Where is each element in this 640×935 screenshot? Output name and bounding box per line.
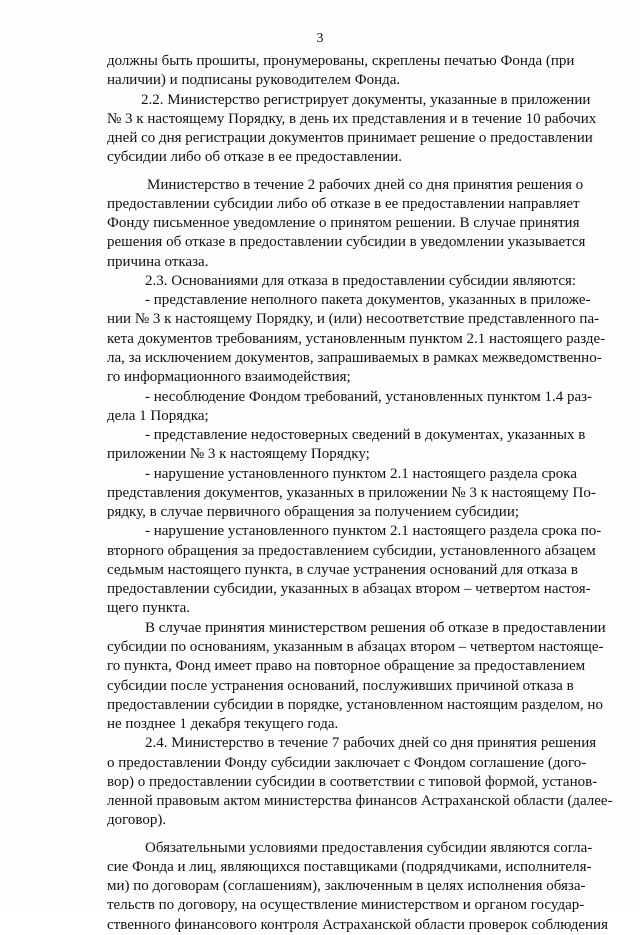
text-line: субсидии после устранения оснований, послуживших причиной отказа в [107,677,574,694]
text-line: Обязательными условиями предоставления субсидии являются согла- [145,839,593,856]
text-line: - представление недостоверных сведений в документах, указанных в [145,427,586,444]
text-line: договор). [107,812,167,829]
text-line: тельств по договору, на осуществление министерством и органом государ- [107,897,585,914]
text-line: приложении № 3 к настоящему Порядку; [107,446,370,463]
text-line: ленной правовым актом министерства финансов Астраханской области (далее- [107,793,613,810]
text-line: решения об отказе в предоставлении субсидии в уведомлении указывается [107,234,586,251]
text-line: наличии) и подписаны руководителем Фонда. [107,72,401,89]
text-line: вторного обращения за предоставлением субсидии, установленного абзацем [107,542,596,559]
text-line: предоставлении субсидии, указанных в абзацах втором – четвертом настоя- [107,581,591,598]
text-line: не позднее 1 декабря текущего года. [107,716,339,733]
text-line: 2.4. Министерство в течение 7 рабочих дней со дня принятия решения [145,735,597,752]
text-line: Министерство в течение 2 рабочих дней со дня принятия решения о [147,176,584,193]
text-line: представления документов, указанных в приложении № 3 к настоящему По- [107,484,596,501]
text-line: сие Фонда и лиц, являющихся поставщиками (подрядчиками, исполнителя- [107,858,592,875]
text-line: дела 1 Порядка; [107,407,209,424]
text-line: кета документов требованиям, установленным пунктом 2.1 настоящего разде- [107,330,606,347]
text-line: 2.3. Основаниями для отказа в предоставлении субсидии являются: [145,272,577,289]
text-line: В случае принятия министерством решения об отказе в предоставлении [145,619,606,636]
text-line: предоставлении субсидии в порядке, установленном настоящим разделом, но [107,696,603,713]
text-line: должны быть прошиты, пронумерованы, скреплены печатью Фонда (при [107,53,575,69]
text-line: о предоставлении Фонду субсидии заключает с Фондом соглашение (дого- [107,754,587,771]
text-line: рядку, в случае первичного обращения за получением субсидии; [107,504,520,521]
text-line: дней со дня регистрации документов принимает решение о предоставлении [107,130,593,147]
text-line: - несоблюдение Фондом требований, установленных пунктом 1.4 раз- [145,388,593,405]
text-line: причина отказа. [107,253,209,270]
text-line: 2.2. Министерство регистрирует документы, указанные в приложении [141,91,591,108]
text-line: субсидии либо об отказе в ее предоставлении. [107,149,403,166]
document-body [107,52,613,935]
text-line: седьмым настоящего пункта, в случае устранения оснований для отказа в [107,561,578,578]
text-line: - представление неполного пакета документов, указанных в приложе- [145,292,591,309]
text-line: предоставлении субсидии либо об отказе в ее предоставлении направляет [107,195,580,212]
text-line: го информационного взаимодействия; [107,369,351,386]
text-line: ми) по договорам (соглашениям), заключенным в целях исполнения обяза- [107,878,586,895]
text-line: го пункта, Фонд имеет право на повторное обращение за предоставлением [107,658,586,675]
text-line: вор) о предоставлении субсидии в соответствии с типовой формой, установ- [107,773,598,790]
text-line: щего пункта. [107,600,191,617]
page-number: 3 [316,31,324,46]
paragraph-gap [107,168,539,176]
text-line: субсидии по основаниям, указанным в абзацах втором – четвертом настояще- [107,638,604,655]
text-line: № 3 к настоящему Порядку, в день их представления и в течение 10 рабочих [107,110,597,127]
text-line: - нарушение установленного пунктом 2.1 настоящего раздела срока по- [145,523,602,540]
text-line: Фонду письменное уведомление о принятом решении. В случае принятия [107,215,580,232]
text-line: - нарушение установленного пунктом 2.1 настоящего раздела срока [145,465,577,482]
text-line: ственного финансового контроля Астраханской области проверок соблюдения [107,916,608,933]
text-line: ла, за исключением документов, запрашиваемых в рамках межведомственно- [107,349,602,366]
paragraph-gap [107,831,539,839]
text-line: нии № 3 к настоящему Порядку, и (или) несоответствие представленного па- [107,311,600,328]
